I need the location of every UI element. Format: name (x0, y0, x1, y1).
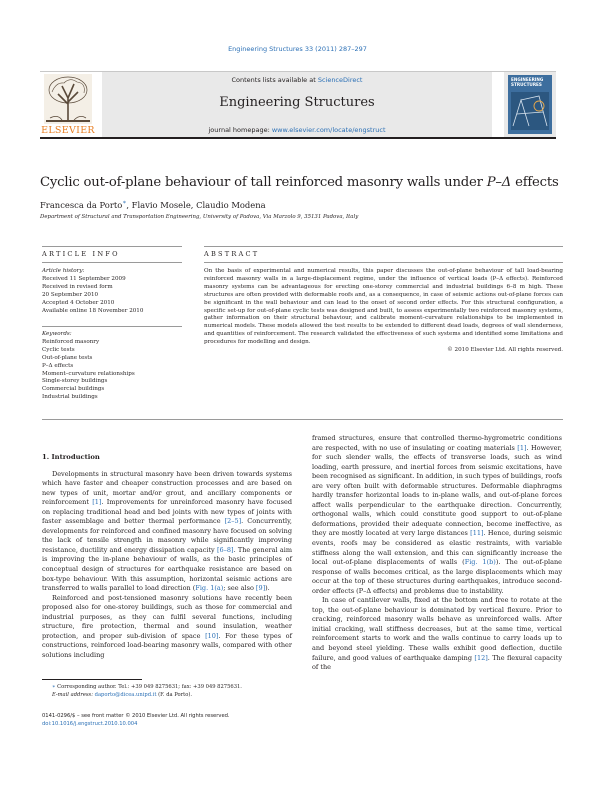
footnote-rule (42, 679, 142, 680)
article-info-heading: ARTICLE INFO (42, 250, 120, 258)
footnote-mark[interactable]: ∗ (52, 684, 56, 690)
reference-link[interactable]: [6–8] (216, 545, 234, 554)
abstract-heading-rule (204, 262, 563, 263)
abstract-text: On the basis of experimental and numerical results, this paper discusses the out-of-plane behaviour of tall load-bearing reinforced masonry walls in a large-displacement regime, under the influence of vertical loads (P–Δ effects). Reinforced masonry systems can be advantageous for erecting one-storey commercial and industrial buildings 6–8 m high. These structures are often provided with deformable roofs and, as a consequence, in case of seismic actions out-of-plane forces can be significant in the wall behaviour and can lead to the onset of second order effects. For this structural configuration, a specific set-up for out-of-plane cyclic tests was designed and built, to assess experimentally two reinforced masonry systems, gather information on their structural behaviour, and calibrate moment–curvature relationships to be implemented in numerical models. These models allowed the test results to be extended to different dead loads, degrees of wall slenderness, and quantities of reinforcement. The research validated the effectiveness of such systems and identified some limitations and procedures for modelling and design. (204, 268, 563, 346)
body-column-right (312, 434, 562, 673)
text-run: ). (265, 584, 270, 593)
text-run: ). The out-of-plane response of walls becomes critical, as the large displacements which may occur at the top of these structures during earthquakes, introduce second-order effects (P–Δ effects) and problems due to instability. (312, 558, 562, 595)
abstract-heading: ABSTRACT (204, 250, 260, 258)
text-run: . The flexural capacity of the (312, 653, 562, 672)
history-item: Available online 18 November 2010 (42, 307, 144, 314)
sciencedirect-link[interactable]: ScienceDirect (317, 76, 363, 84)
text-run: Corresponding author. Tel.: +39 049 8275631; fax: +39 049 8275631. (55, 684, 242, 690)
cover-title: ENGINEERING STRUCTURES (511, 77, 544, 87)
doi-link[interactable]: doi:10.1016/j.engstruct.2010.10.004 (42, 721, 138, 728)
info-heading-rule (42, 262, 182, 263)
email-note (42, 692, 292, 700)
body-column-left (42, 453, 292, 660)
history-item: Received in revised form (42, 283, 113, 290)
text-run: ; see also (223, 584, 256, 593)
article-history (42, 268, 182, 315)
paragraph (312, 434, 562, 596)
abstract-top-rule (204, 246, 563, 247)
text-run: framed structures, ensure that controlled thermo-hygrometric conditions are respected, with no use of insulating or coating materials (312, 434, 562, 452)
keyword-item: Single-storey buildings (42, 378, 108, 385)
text-run: . Hence, during seismic events, roofs may be considered as elastic restraints, with variable stiffness along the wall extension, and this can significantly increase the local out-of-plane displacements of walls ( (312, 529, 562, 567)
text-run: . Concurrently, developments for reinforced and confined masonry have focused on solving the lack of tensile strength in masonry while significantly improving resistance, ductility and energy dissipation capacity (42, 517, 292, 554)
keyword-item: Commercial buildings (42, 386, 105, 393)
reference-link[interactable]: [2–5] (224, 517, 242, 526)
legal-notice (42, 712, 292, 729)
abstract-copyright: © 2010 Elsevier Ltd. All rights reserved. (447, 347, 563, 354)
history-item: Received 11 September 2009 (42, 275, 126, 282)
keyword-item: Cyclic tests (42, 346, 75, 353)
text-run: . For these types of constructions, reinforced load-bearing masonry walls, compared with other solutions including (42, 631, 293, 659)
elsevier-logo[interactable] (40, 72, 96, 140)
author-list (40, 199, 560, 210)
figure-link[interactable]: Fig. 1(a) (195, 584, 224, 593)
issn-line: 0141-0296/$ – see front matter © 2010 Elsevier Ltd. All rights reserved. (42, 713, 230, 719)
keyword-item: P–Δ effects (42, 362, 74, 369)
article-title (40, 175, 560, 190)
keywords-list (42, 331, 182, 402)
title-end: effects (511, 175, 559, 190)
keyword-item: Moment–curvature relationships (42, 370, 135, 377)
cover-structure-icon (511, 92, 549, 130)
journal-homepage-line (102, 126, 492, 134)
text-run: Reinforced and post-tensioned masonry solutions have recently been proposed also for one-storey buildings, such as those for commercial and industrial purposes, as they can fulfil several functions, including structure, fire protection, thermal and sound insulation, weather protection, and proper sub-division of space (42, 593, 292, 640)
contents-prefix: Contents lists available at (231, 76, 318, 84)
keywords-label: Keywords: (42, 331, 72, 337)
abstract-body (204, 268, 563, 355)
journal-title: Engineering Structures (219, 95, 375, 110)
email-label: E-mail address: (52, 691, 95, 698)
keyword-item: Reinforced masonry (42, 338, 100, 345)
cover-image (508, 75, 552, 134)
history-item: 20 September 2010 (42, 291, 99, 298)
contents-available-line (102, 76, 492, 84)
elsevier-tree-icon (44, 74, 92, 124)
text-run: . Improvements for unreinforced masonry have focused on replacing traditional head and bed joints with new types of joints with faster assemblage and better thermal performance (42, 498, 292, 526)
journal-citation[interactable]: Engineering Structures 33 (2011) 287–297 (228, 45, 367, 53)
text-run: . The general aim is improving the in-plane behaviour of walls, as the basic principles of conceptual design of structures for earthquake resistance are based on box-type behaviour. With this assumption, horizontal seismic actions are transferred to walls parallel to load direction ( (42, 545, 292, 593)
paragraph (42, 470, 292, 594)
info-top-rule (42, 246, 182, 247)
reference-link[interactable]: [1] (517, 443, 527, 452)
email-link[interactable]: daporto@dicea.unipd.it (94, 691, 157, 698)
title-main: Cyclic out-of-plane behaviour of tall reinforced masonry walls under (40, 175, 487, 190)
keyword-item: Out-of-plane tests (42, 354, 93, 361)
author-affiliation: Department of Structural and Transportation Engineering, University of Padova, Via Marzolo 9, 35131 Padova, Italy (40, 214, 359, 220)
corresponding-author-note (42, 684, 292, 692)
masthead-banner (102, 72, 492, 137)
journal-masthead (40, 71, 556, 139)
section-heading-introduction: 1. Introduction (42, 453, 100, 461)
footnote (42, 684, 292, 700)
paragraph (312, 596, 562, 672)
reference-link[interactable]: [11] (470, 529, 484, 538)
elsevier-wordmark: ELSEVIER (41, 125, 95, 136)
author-1: Francesca da Porto (40, 199, 123, 210)
figure-link[interactable]: Fig. 1(b) (464, 558, 496, 567)
reference-link[interactable]: [12] (474, 653, 488, 662)
history-label: Article history: (42, 268, 85, 274)
text-run: (F. da Porto). (156, 691, 193, 698)
reference-link[interactable]: [10] (205, 631, 219, 640)
history-item: Accepted 4 October 2010 (42, 299, 115, 306)
corresponding-author-mark[interactable]: ∗ (122, 199, 127, 206)
text-run: Developments in structural masonry have been driven towards systems which have faster and cheaper construction processes and are based on new types of unit, mortar and/or grout, and ancillary components or reinforcement (42, 469, 292, 507)
body-top-rule (42, 419, 563, 420)
text-run: . However, for such slender walls, the effects of transverse loads, such as wind loading, earth pressure, and inertial forces from seismic excitations, have been recognised as significant. In addition, in such types of buildings, roofs are very often built with deformable structures. Deformable diaphragms hardly transfer horizontal loads to in-plane walls, and out-of-plane forces affect walls perpendicular to the earthquake direction. Concurrently, orthogonal walls, which could constitute good support to out-of-plane deformations, provided their adequate connection, become ineffective, as they are mostly located at very large distances (312, 443, 562, 538)
journal-homepage-link[interactable]: www.elsevier.com/locate/engstruct (271, 126, 386, 134)
title-symbol: P–Δ (486, 175, 512, 190)
journal-cover-thumbnail[interactable] (504, 72, 556, 137)
text-run: In case of cantilever walls, fixed at the bottom and free to rotate at the top, the out-of-plane behaviour is dominated by vertical flexure. Prior to cracking, reinforced masonry walls behave as unreinforced walls. After initial cracking, wall stiffness decreases, but at the same time, vertical reinforcement starts to work and the walls continue to carry loads up to and beyond steel yielding. These walls exhibit good deflection, ductile failure, and good values of earthquake damping (312, 596, 562, 662)
paragraph (42, 594, 292, 661)
keyword-item: Industrial buildings (42, 394, 98, 401)
reference-link[interactable]: [9] (255, 584, 266, 593)
keywords-rule (42, 326, 182, 327)
authors-rest: , Flavio Mosele, Claudio Modena (126, 199, 266, 210)
homepage-prefix: journal homepage: (208, 126, 272, 134)
reference-link[interactable]: [1] (92, 498, 102, 507)
